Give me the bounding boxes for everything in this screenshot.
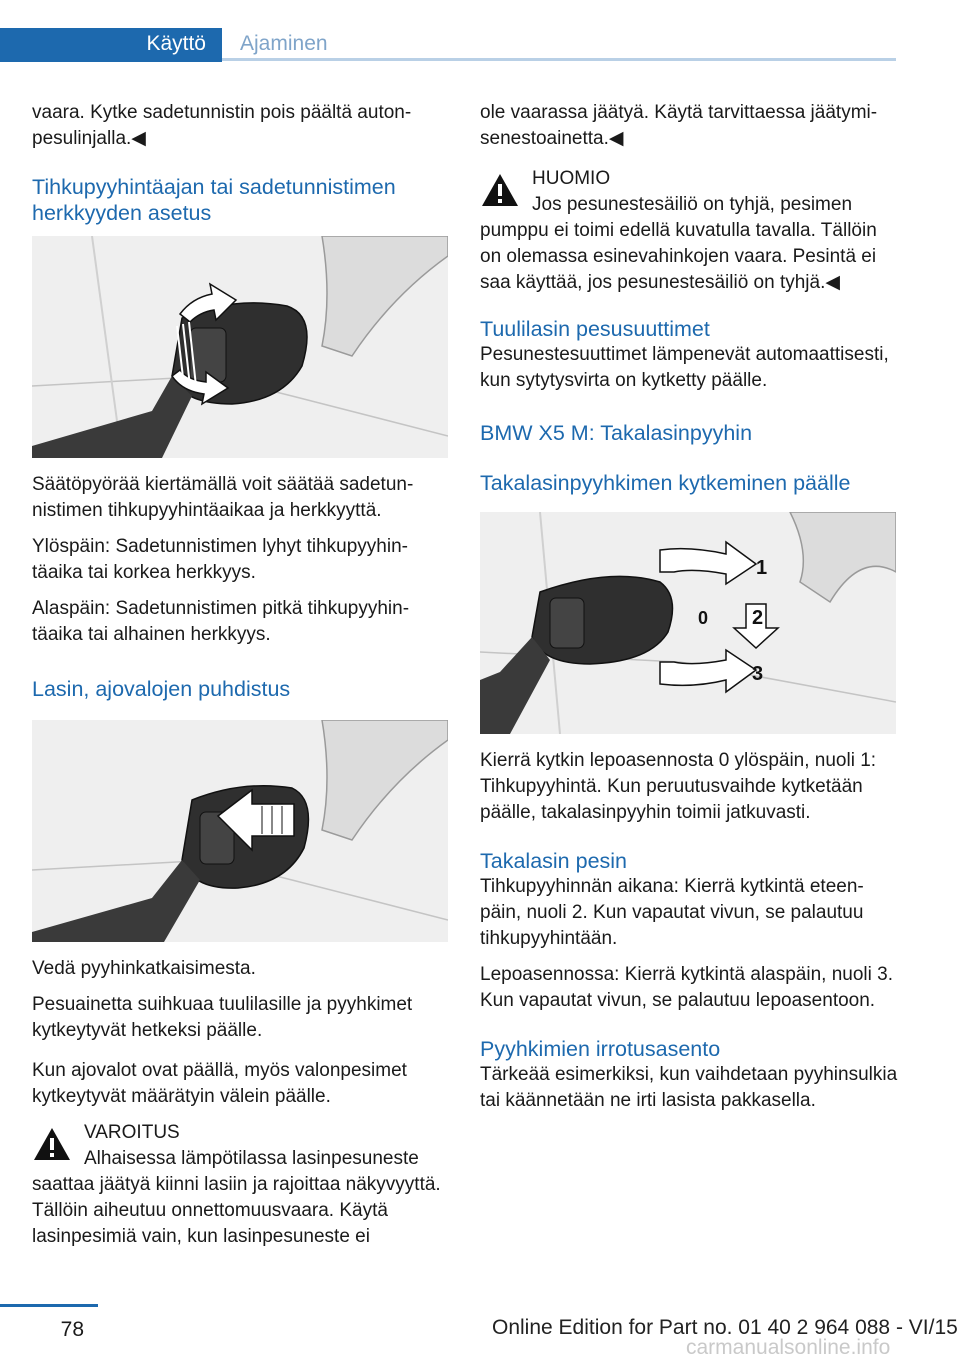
heading-clean-glass: Lasin, ajovalojen puhdistus bbox=[32, 677, 291, 701]
paragraph-washer-nozzles: Pesunestesuuttimet lämpenevät automaattisesti, kun sytytysvirta on kytketty päälle. bbox=[480, 344, 889, 391]
heading-wiper-release: Pyyhkimien irrotusasento bbox=[480, 1037, 721, 1061]
notice-first-line: Jos pesunestesäiliö on tyhjä, pesimen bbox=[532, 194, 853, 215]
tab-ajaminen[interactable]: Ajaminen bbox=[240, 32, 328, 55]
heading-x5m-rear-wiper: BMW X5 M: Takalasinpyyhin bbox=[480, 421, 753, 445]
heading-washer-nozzles: Tuulilasin pesusuuttimet bbox=[480, 317, 710, 341]
warning-icon bbox=[32, 1126, 72, 1162]
header-bar bbox=[0, 28, 896, 62]
watermark: carmanualsonline.info bbox=[686, 1336, 891, 1359]
label-position-0: 0 bbox=[698, 608, 709, 628]
figure-pull-lever bbox=[32, 720, 448, 942]
figure-rear-wiper-switch bbox=[480, 512, 896, 734]
tab-kaytto[interactable]: Käyttö bbox=[0, 28, 222, 62]
footer-rule bbox=[0, 1304, 98, 1307]
right-column bbox=[480, 100, 898, 1124]
interval-wheel-illustration bbox=[32, 236, 448, 458]
paragraph-headlight-washers: Kun ajovalot ovat päällä, myös valonpesimet kytkeytyvät määrätyin välein päälle. bbox=[32, 1060, 407, 1107]
edition-line: Online Edition for Part no. 01 40 2 964 088 - VI/15 bbox=[492, 1316, 958, 1339]
notice-icon bbox=[480, 172, 520, 208]
paragraph-turn-switch: Kierrä kytkin lepoasennosta 0 ylöspäin, nuoli 1: Tihkupyyhintä. Kun peruutusvaihde kytketään päälle, takalasinpyyhin toimii jatkuvasti. bbox=[480, 750, 877, 823]
warning-box bbox=[32, 1120, 450, 1250]
paragraph-intro: vaara. Kytke sadetunnistin pois päältä autonpesulinjalla.◀ bbox=[32, 102, 412, 149]
page-number: 78 bbox=[60, 1318, 84, 1341]
pull-lever-illustration bbox=[32, 720, 448, 942]
warning-first-line: Alhaisessa lämpötilassa lasinpesuneste bbox=[84, 1148, 419, 1169]
label-arrow-1: 1 bbox=[756, 557, 768, 579]
paragraph-washer-rest: Lepoasennossa: Kierrä kytkintä alaspäin, nuoli 3. Kun vapautat vivun, se palautuu lepoasentoon. bbox=[480, 964, 893, 1011]
warning-text: saattaa jäätyä kiinni lasiin ja rajoittaa näkyvyyttä. Tällöin aiheutuu onnettomuusvaara. Käytä lasinpesimiä vain, kun lasinpesuneste ei bbox=[32, 1174, 441, 1247]
paragraph-wheel-down: Alaspäin: Sadetunnistimen pitkä tihkupyyhintäaika tai alhainen herkkyys. bbox=[32, 598, 410, 645]
notice-box bbox=[480, 166, 898, 296]
paragraph-wheel-up: Ylöspäin: Sadetunnistimen lyhyt tihkupyyhintäaika tai korkea herkkyys. bbox=[32, 536, 408, 583]
warning-title: VAROITUS bbox=[84, 1122, 180, 1143]
rear-wiper-illustration bbox=[480, 512, 896, 734]
heading-interval-setting: Tihkupyyhintäajan tai sadetunnistimen herkkyyden asetus bbox=[32, 175, 396, 225]
paragraph-spray: Pesuainetta suihkuaa tuulilasille ja pyyhkimet kytkeytyvät hetkeksi päälle. bbox=[32, 994, 413, 1041]
paragraph-washer-interval: Tihkupyyhinnän aikana: Kierrä kytkintä eteenpäin, nuoli 2. Kun vapautat vivun, se palautuu tihkupyyhintään. bbox=[480, 876, 864, 949]
left-column bbox=[32, 100, 450, 1260]
paragraph-wiper-release: Tärkeää esimerkiksi, kun vaihdetaan pyyhinsulkia tai käännetään ne irti lasista pakkasella. bbox=[480, 1064, 898, 1111]
paragraph-adjust-wheel: Säätöpyörää kiertämällä voit säätää sadetunnistimen tihkupyyhintäaikaa ja herkkyyttä. bbox=[32, 474, 414, 521]
notice-text: pumppu ei toimi edellä kuvatulla tavalla. Tällöin on olemassa esinevahinkojen vaara. Pesintä ei saa käyttää, jos pesunestesäiliö on tyhjä.◀ bbox=[480, 220, 877, 293]
paragraph-antifreeze: ole vaarassa jäätyä. Käytä tarvittaessa jäätymisenestoainetta.◀ bbox=[480, 102, 878, 149]
notice-title: HUOMIO bbox=[532, 168, 611, 189]
heading-rear-wiper-on: Takalasinpyyhkimen kytkeminen päälle bbox=[480, 471, 851, 495]
header-rule bbox=[222, 58, 896, 61]
heading-rear-washer: Takalasin pesin bbox=[480, 849, 628, 873]
figure-interval-wheel bbox=[32, 236, 448, 458]
paragraph-pull-lever: Vedä pyyhinkatkaisimesta. bbox=[32, 958, 256, 979]
label-arrow-2: 2 bbox=[752, 607, 764, 629]
label-arrow-3: 3 bbox=[752, 663, 764, 685]
